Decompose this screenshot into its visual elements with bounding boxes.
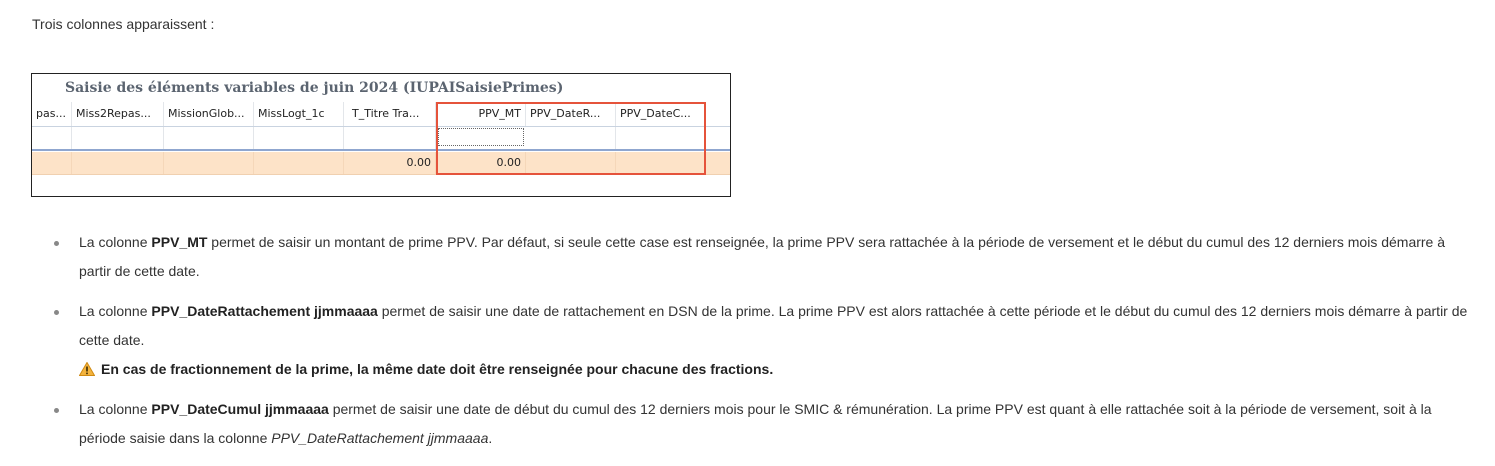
- list-item-ppv-mt: [52, 228, 1472, 286]
- list-item-text: permet de saisir une date de rattachement en DSN de la prime. La prime PPV est alors rattachée à cette période et le début du cumul des 12 derniers mois démarre à partir de cette date.: [79, 303, 1468, 348]
- column-header-pas[interactable]: pas...: [32, 102, 72, 126]
- column-header-ppv-datec[interactable]: PPV_DateC...: [616, 102, 706, 126]
- grid-header-row: [32, 102, 730, 127]
- list-item-suffix: .: [488, 430, 493, 446]
- explanation-list: [52, 228, 1472, 464]
- column-header-misslogt[interactable]: MissLogt_1c: [254, 102, 344, 126]
- list-item-text: permet de saisir un montant de prime PPV. Par défaut, si seule cette case est renseignée, la prime PPV sera rattachée à la période de versement et le début du cumul des 12 derniers mois démarre à partir de cette date.: [79, 234, 1446, 279]
- ppv-mt-edit-field[interactable]: [438, 128, 524, 146]
- list-item-ppv-datecumul: [52, 395, 1472, 453]
- grid-cell[interactable]: [32, 127, 72, 149]
- bullet-dot: [54, 241, 59, 246]
- column-name-ppv-mt: PPV_MT: [151, 234, 208, 250]
- intro-text: Trois colonnes apparaissent :: [32, 16, 215, 32]
- column-header-ppv-dater[interactable]: PPV_DateR...: [526, 102, 616, 126]
- column-header-t-titre[interactable]: T_Titre Tra...: [344, 102, 436, 126]
- grid-cell[interactable]: [254, 127, 344, 149]
- grid-cell[interactable]: [164, 152, 254, 174]
- list-item-ppv-daterattachement: [52, 297, 1472, 384]
- column-reference-italic: PPV_DateRattachement jjmmaaaa: [271, 430, 489, 446]
- t-titre-value-cell[interactable]: 0.00: [344, 152, 436, 174]
- grid-cell[interactable]: [616, 152, 706, 174]
- list-item-text: permet de saisir une date de début du cumul des 12 derniers mois pour le SMIC & rémunération. La prime PPV est quant à elle rattachée soit à la période de versement, soit à la période saisie dans la colonne: [79, 401, 1432, 446]
- embedded-screenshot: [31, 73, 731, 197]
- grid-row-edit: [32, 127, 730, 151]
- screenshot-title: Saisie des éléments variables de juin 2024 (IUPAISaisiePrimes): [65, 80, 564, 96]
- grid-cell[interactable]: [72, 152, 164, 174]
- grid-cell[interactable]: [526, 127, 616, 149]
- column-name-ppv-daterattachement: PPV_DateRattachement jjmmaaaa: [151, 303, 378, 319]
- column-header-miss2repas[interactable]: Miss2Repas...: [72, 102, 164, 126]
- warning-icon: [79, 362, 95, 376]
- ppv-mt-value-cell[interactable]: 0.00: [436, 152, 526, 174]
- list-item-prefix: La colonne: [79, 234, 152, 250]
- warning-note: [79, 355, 1472, 384]
- list-item-prefix: La colonne: [79, 401, 152, 417]
- bullet-dot: [54, 310, 59, 315]
- grid-cell[interactable]: [164, 127, 254, 149]
- grid-cell[interactable]: [254, 152, 344, 174]
- grid-cell[interactable]: [72, 127, 164, 149]
- grid-cell[interactable]: [526, 152, 616, 174]
- bullet-dot: [54, 408, 59, 413]
- grid-cell[interactable]: [32, 152, 72, 174]
- column-header-missionglob[interactable]: MissionGlob...: [164, 102, 254, 126]
- grid-cell[interactable]: [616, 127, 706, 149]
- list-item-prefix: La colonne: [79, 303, 152, 319]
- grid-cell[interactable]: [344, 127, 436, 149]
- warning-text: En cas de fractionnement de la prime, la même date doit être renseignée pour chacune des fractions.: [101, 361, 774, 377]
- column-header-ppv-mt[interactable]: PPV_MT: [436, 102, 526, 126]
- column-name-ppv-datecumul: PPV_DateCumul jjmmaaaa: [151, 401, 329, 417]
- grid-row-totals: [32, 152, 730, 175]
